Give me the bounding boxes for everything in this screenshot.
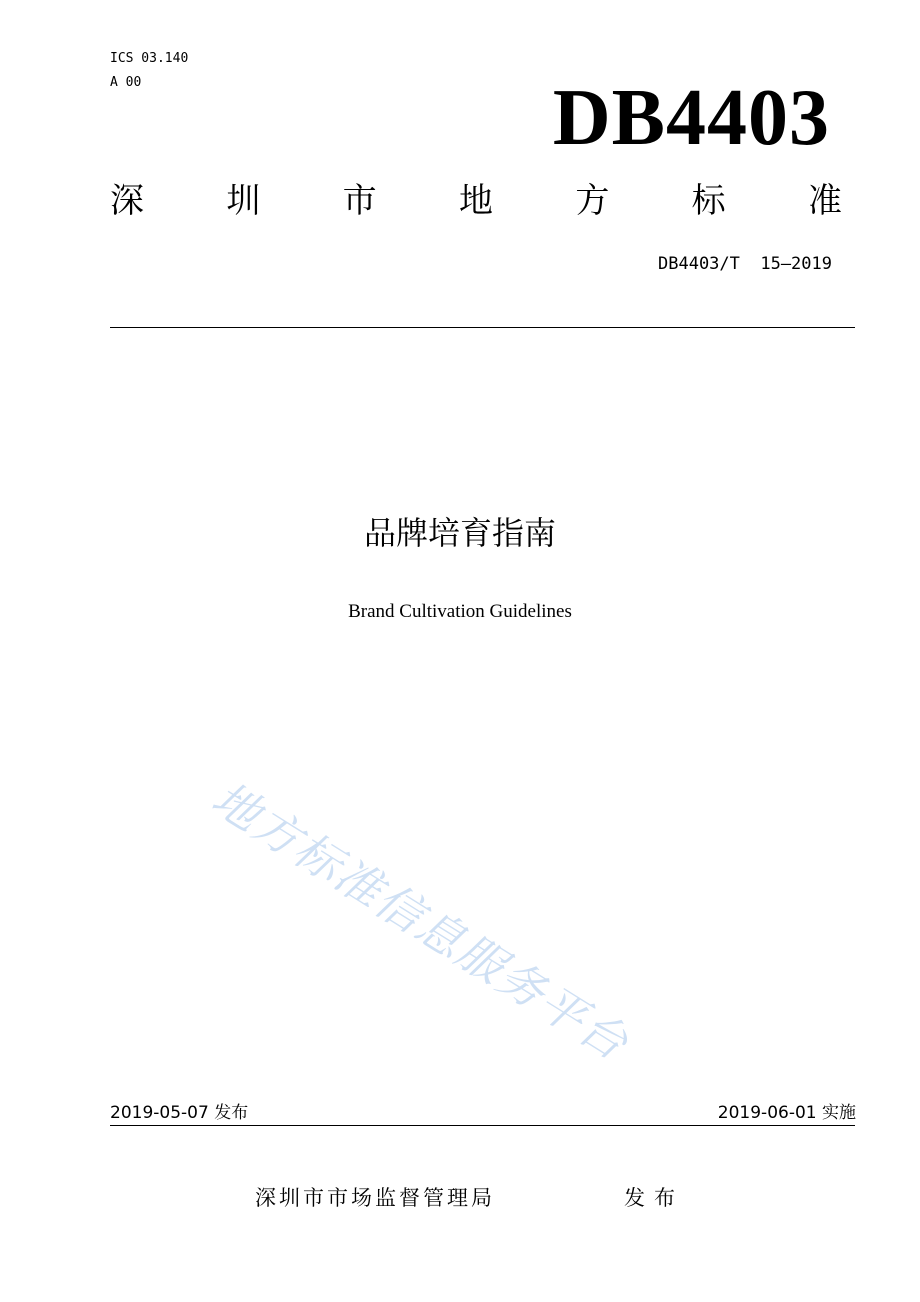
db-code: DB4403: [552, 74, 830, 162]
standard-type: [110, 178, 842, 224]
standard-number: DB4403/T 15—2019: [658, 254, 832, 274]
bottom-divider: [110, 1125, 855, 1126]
standard-type-char: 市: [342, 181, 377, 221]
standard-type-char: 准: [807, 181, 842, 221]
title-chinese: 品牌培育指南: [363, 514, 556, 552]
issuing-action: 发布: [624, 1186, 684, 1210]
standard-type-char: 地: [458, 181, 493, 221]
issue-date: 2019-05-07 发布: [110, 1103, 249, 1123]
ics-code: ICS 03.140: [110, 51, 189, 66]
standard-type-char: 深: [110, 181, 144, 221]
issuing-authority: 深圳市市场监督管理局: [255, 1186, 495, 1210]
implementation-date: 2019-06-01 实施: [717, 1103, 856, 1123]
standard-type-char: 方: [575, 181, 610, 221]
title-english: Brand Cultivation Guidelines: [348, 601, 572, 622]
watermark: 地方标准信息服务平台: [202, 770, 639, 1072]
ccs-code: A 00: [110, 75, 142, 90]
classification-codes: [110, 47, 188, 95]
top-divider: [110, 327, 855, 328]
standard-type-char: 标: [691, 181, 726, 221]
standard-type-char: 圳: [226, 181, 261, 221]
